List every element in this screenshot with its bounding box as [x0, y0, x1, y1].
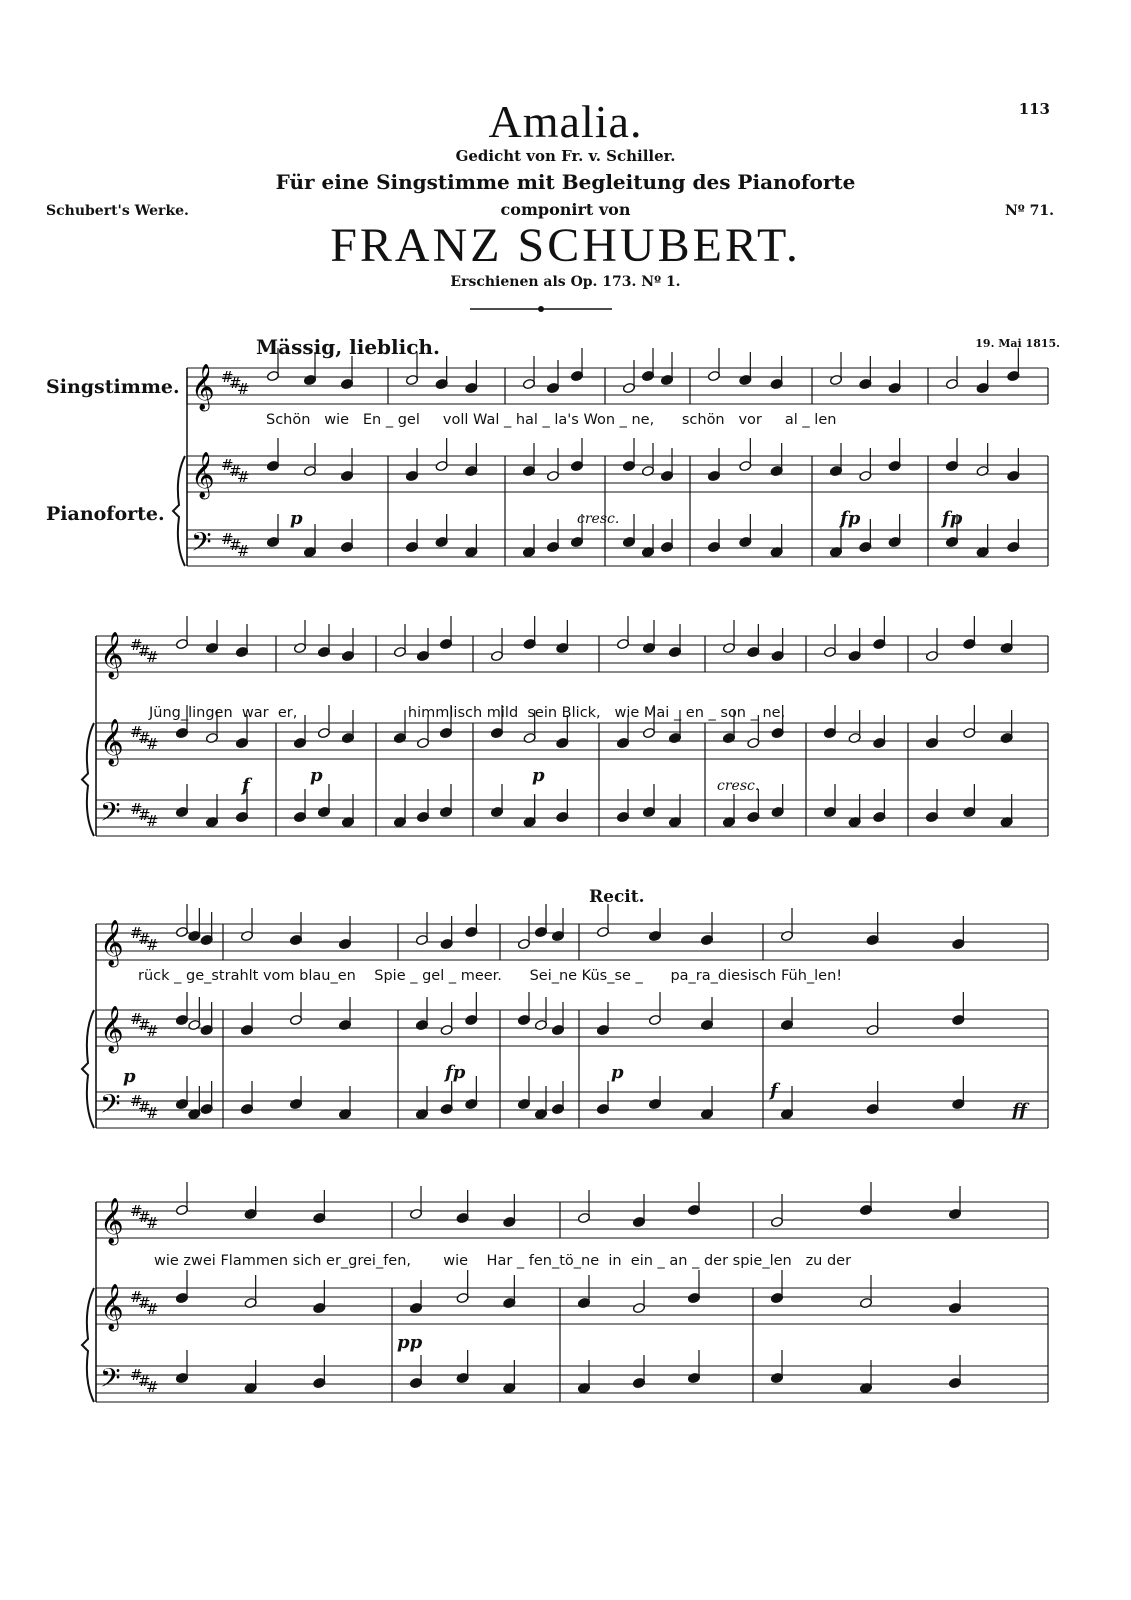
svg-text:#: # — [229, 462, 242, 480]
dynamic-fp: fp — [840, 508, 861, 529]
svg-text:#: # — [130, 1366, 143, 1384]
svg-text:#: # — [146, 812, 159, 830]
page-number: 113 — [1018, 100, 1050, 118]
svg-text:𝄞: 𝄞 — [191, 364, 215, 410]
svg-text:#: # — [138, 806, 151, 824]
dynamic-fp-2: fp — [942, 508, 963, 529]
poem-credit: Gedicht von Fr. v. Schiller. — [455, 147, 676, 165]
dynamic-p: p — [290, 508, 303, 529]
svg-text:#: # — [229, 536, 242, 554]
svg-text:#: # — [237, 542, 250, 560]
dynamic-cresc: cresc. — [577, 511, 620, 527]
svg-text:#: # — [130, 1092, 143, 1110]
svg-text:#: # — [146, 936, 159, 954]
svg-text:#: # — [146, 1022, 159, 1040]
svg-text:#: # — [138, 1294, 151, 1312]
svg-text:𝄢: 𝄢 — [100, 796, 121, 834]
publication-note: Erschienen als Op. 173. Nº 1. — [450, 274, 681, 290]
svg-text:𝄞: 𝄞 — [100, 1198, 124, 1244]
composition-date: 19. Mai 1815. — [975, 337, 1060, 350]
svg-text:#: # — [237, 468, 250, 486]
voice-label: Singstimme. — [46, 376, 180, 398]
dynamic-pp: pp — [397, 1332, 423, 1353]
tempo-marking: Mässig, lieblich. — [256, 335, 440, 359]
recit-marking: Recit. — [589, 887, 645, 907]
svg-text:#: # — [237, 380, 250, 398]
svg-text:#: # — [130, 1202, 143, 1220]
svg-text:𝄞: 𝄞 — [191, 452, 215, 498]
works-label: Schubert's Werke. — [46, 203, 189, 219]
svg-text:#: # — [130, 1288, 143, 1306]
svg-text:#: # — [138, 1208, 151, 1226]
svg-text:𝄞: 𝄞 — [100, 920, 124, 966]
composer-name: FRANZ SCHUBERT. — [330, 219, 801, 272]
dynamic-ff: ff — [1012, 1100, 1027, 1121]
svg-text:#: # — [229, 374, 242, 392]
dynamic-p-5: p — [611, 1062, 624, 1083]
svg-text:#: # — [138, 930, 151, 948]
subtitle: Für eine Singstimme mit Begleitung des Pianoforte — [275, 170, 856, 194]
lyrics-line-2: Jüng_lingen war er, himmlisch mild sein Blick, wie Mai _ en _ son _ ne, — [149, 705, 786, 721]
composed-by: componirt von — [500, 200, 631, 219]
svg-text:#: # — [146, 735, 159, 753]
svg-text:#: # — [130, 1010, 143, 1028]
svg-text:#: # — [221, 456, 234, 474]
svg-text:#: # — [146, 648, 159, 666]
dynamic-p-2: p — [310, 765, 323, 786]
svg-text:𝄢: 𝄢 — [100, 1362, 121, 1400]
svg-text:#: # — [138, 729, 151, 747]
svg-text:𝄢: 𝄢 — [191, 526, 212, 564]
svg-text:#: # — [138, 642, 151, 660]
svg-text:𝄞: 𝄞 — [100, 1284, 124, 1330]
lyrics-line-3: rück _ ge_strahlt vom blau_en Spie _ gel _ meer. Sei_ne Küs_se _ pa_ra_diesisch Füh_len! — [138, 968, 843, 984]
svg-text:#: # — [130, 723, 143, 741]
song-title: Amalia. — [488, 96, 643, 147]
svg-text:#: # — [130, 636, 143, 654]
svg-text:#: # — [146, 1300, 159, 1318]
svg-text:𝄞: 𝄞 — [100, 632, 124, 678]
svg-text:𝄢: 𝄢 — [100, 1088, 121, 1126]
dynamic-f: f — [242, 775, 250, 796]
dynamic-fp-3: fp — [445, 1062, 466, 1083]
lyrics-line-1: Schön wie En _ gel voll Wal _ hal _ la's Won _ ne, schön vor al _ len — [266, 412, 837, 428]
svg-text:#: # — [221, 530, 234, 548]
svg-text:#: # — [146, 1104, 159, 1122]
dynamic-cresc-2: cresc. — [717, 778, 760, 794]
svg-text:#: # — [138, 1372, 151, 1390]
svg-text:#: # — [146, 1214, 159, 1232]
svg-text:𝄞: 𝄞 — [100, 719, 124, 765]
lyrics-line-4: wie zwei Flammen sich er_grei_fen, wie Har _ fen_tö_ne in ein _ an _ der spie_len zu der — [154, 1253, 852, 1269]
dynamic-f-2: f — [770, 1080, 778, 1101]
svg-text:𝄞: 𝄞 — [100, 1006, 124, 1052]
work-number: Nº 71. — [1004, 203, 1054, 219]
svg-text:#: # — [138, 1098, 151, 1116]
piano-label: Pianoforte. — [46, 503, 165, 525]
svg-text:#: # — [130, 800, 143, 818]
dynamic-p-4: p — [123, 1066, 136, 1087]
svg-text:#: # — [221, 368, 234, 386]
svg-text:#: # — [138, 1016, 151, 1034]
svg-text:#: # — [130, 924, 143, 942]
dynamic-p-3: p — [532, 765, 545, 786]
svg-text:#: # — [146, 1378, 159, 1396]
